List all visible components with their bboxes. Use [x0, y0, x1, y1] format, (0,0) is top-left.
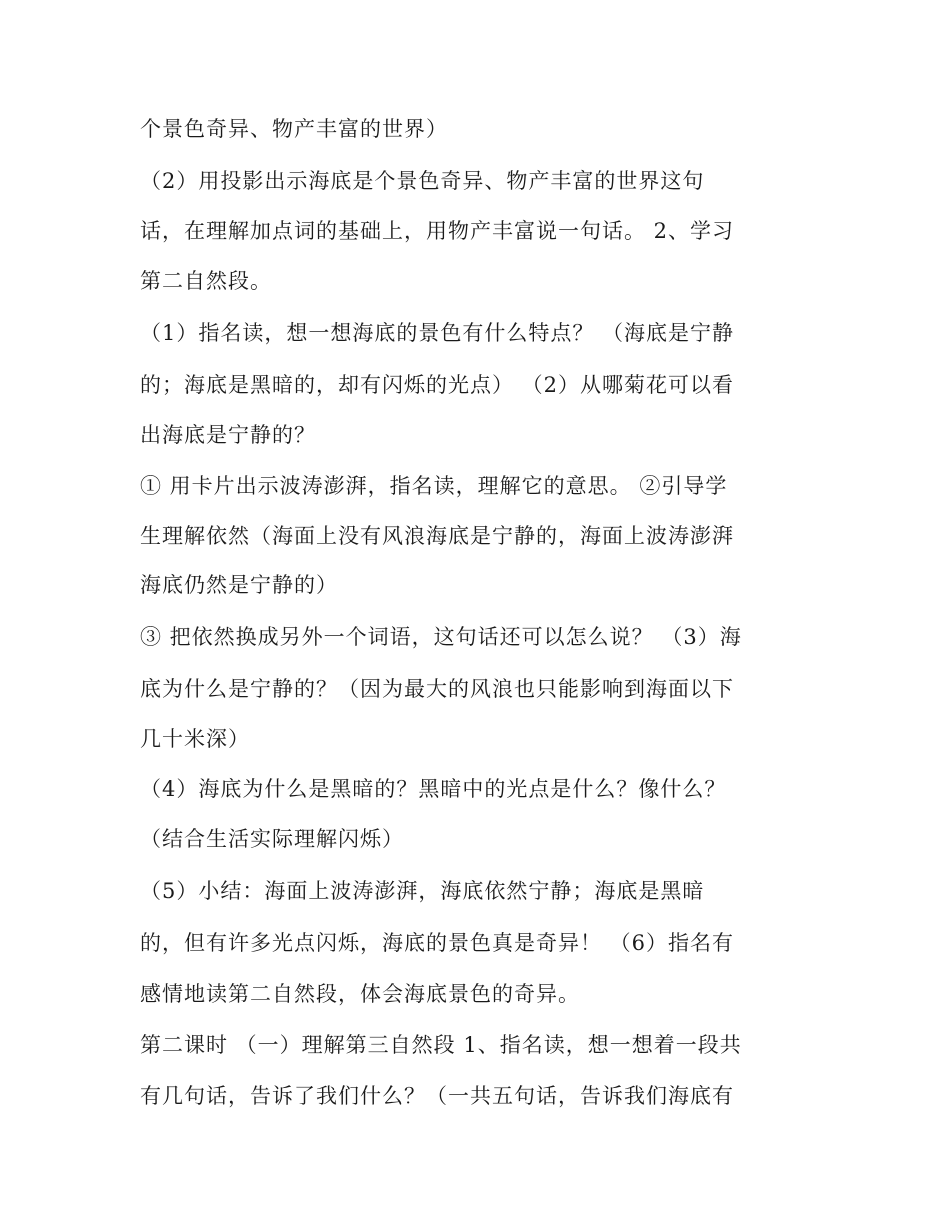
- text-line: 第二自然段。: [140, 269, 272, 293]
- text-line: （2）用投影出示海底是个景色奇异、物产丰富的世界这句: [140, 169, 705, 193]
- text-line: 的，但有许多光点闪烁，海底的景色真是奇异！ （6）指名有: [140, 931, 735, 955]
- text-line: 第二课时 （一）理解第三自然段 1、指名读，想一想着一段共: [140, 1033, 742, 1057]
- text-line: 生理解依然（海面上没有风浪海底是宁静的，海面上波涛澎湃: [140, 524, 734, 548]
- text-line: 出海底是宁静的？: [140, 423, 316, 447]
- text-line: （1）指名读，想一想海底的景色有什么特点？ （海底是宁静: [140, 321, 735, 345]
- text-line: （结合生活实际理解闪烁）: [140, 827, 404, 851]
- text-line: （5）小结：海面上波涛澎湃，海底依然宁静；海底是黑暗: [140, 879, 705, 903]
- text-line: 的；海底是黑暗的，却有闪烁的光点） （2）从哪菊花可以看: [140, 373, 735, 397]
- text-line: ① 用卡片出示波涛澎湃，指名读，理解它的意思。 ②引导学: [140, 474, 728, 498]
- text-line: 海底仍然是宁静的）: [140, 573, 338, 597]
- text-line: 底为什么是宁静的？（因为最大的风浪也只能影响到海面以下: [140, 677, 734, 701]
- text-line: 感情地读第二自然段，体会海底景色的奇异。: [140, 982, 580, 1006]
- text-line: 有几句话，告诉了我们什么？（一共五句话，告诉我们海底有: [140, 1084, 734, 1108]
- text-line: 话，在理解加点词的基础上，用物产丰富说一句话。 2、学习: [140, 219, 735, 243]
- text-line: 个景色奇异、物产丰富的世界）: [140, 117, 448, 141]
- text-line: 几十米深）: [140, 727, 250, 751]
- text-line: （4）海底为什么是黑暗的？黑暗中的光点是什么？像什么？: [140, 777, 727, 801]
- text-line: ③ 把依然换成另外一个词语，这句话还可以怎么说？ （3）海: [140, 625, 742, 649]
